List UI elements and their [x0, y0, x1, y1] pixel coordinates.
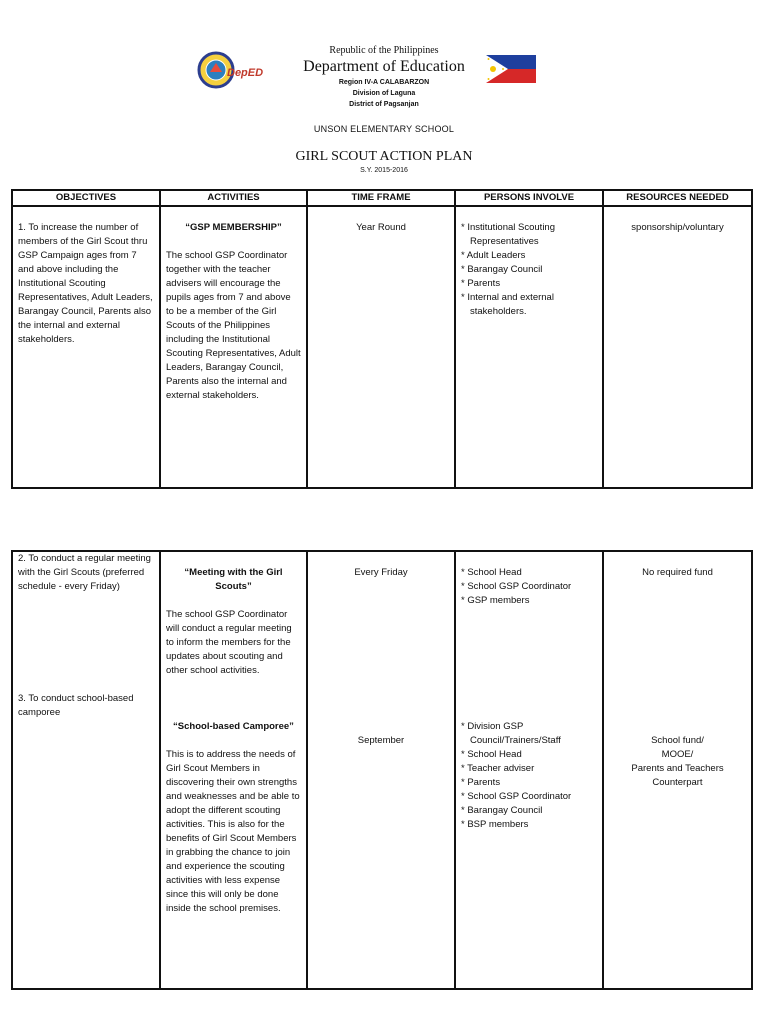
time-frame-cell: Year Round — [356, 222, 406, 233]
objective-cell: 1. To increase the number of members of the Girl Scout thru GSP Campaign ages from 7 and above including the Institutional Scouting Representatives, Adult Leaders, Barangay Council, Parents also the internal and external stakeholders. — [18, 222, 153, 345]
header-activities: ACTIVITIES — [160, 190, 307, 206]
activity-title: “School-based Camporee” — [173, 721, 294, 732]
division-line: Division of Laguna — [352, 90, 416, 97]
resources-line: Parents and Teachers — [631, 763, 724, 774]
activity-text: The school GSP Coordinator will conduct a regular meeting to inform the members for the updates about scouting and other school activities. — [166, 609, 292, 676]
list-item: * School Head — [461, 567, 522, 578]
action-plan-table-1 — [11, 189, 753, 489]
list-item: * Parents — [461, 278, 501, 289]
time-frame-cell: September — [357, 735, 405, 746]
department-title: Department of Education — [303, 58, 465, 75]
republic-line: Republic of the Philippines — [329, 45, 439, 56]
resources-line: School fund/ — [651, 735, 704, 746]
list-item: * Parents — [461, 777, 501, 788]
list-item: * School GSP Coordinator — [461, 581, 572, 592]
district-line: District of Pagsanjan — [349, 101, 419, 108]
header-resources-needed: RESOURCES NEEDED — [603, 190, 752, 206]
table-row — [12, 551, 752, 989]
list-item: * Adult Leaders — [461, 250, 526, 261]
activity-title: “GSP MEMBERSHIP” — [185, 222, 282, 233]
resources-line: Counterpart — [652, 777, 703, 788]
list-item: * GSP members — [461, 595, 530, 606]
activity-text: The school GSP Coordinator together with the teacher advisers will encourage the pupils ages from 7 and above to be a member of the Girl Scouts of the Philippines including the Institutional Scouting Representatives, Adult Leaders, Barangay Council, Parents also the internal and external stakeholders. — [166, 250, 301, 401]
region-line: Region IV-A CALABARZON — [338, 79, 430, 86]
objective-cell: 2. To conduct a regular meeting with the Girl Scouts (preferred schedule - every Friday) — [18, 553, 151, 592]
list-item: * Teacher adviser — [461, 763, 535, 774]
resources-cell: No required fund — [642, 567, 713, 578]
school-year: S.Y. 2015-2016 — [360, 167, 408, 174]
page-title: GIRL SCOUT ACTION PLAN — [295, 149, 473, 164]
persons-list — [461, 566, 597, 608]
document-header — [0, 0, 768, 190]
svg-text:DepED: DepED — [227, 67, 264, 79]
header-persons-involve: PERSONS INVOLVE — [455, 190, 603, 206]
objective-cell: 3. To conduct school-based camporee — [18, 693, 134, 718]
resources-line: MOOE/ — [661, 749, 694, 760]
header-objectives: OBJECTIVES — [12, 190, 160, 206]
list-item: * Division GSP Council/Trainers/Staff — [461, 721, 561, 746]
list-item: * Barangay Council — [461, 805, 543, 816]
persons-list — [461, 221, 597, 319]
persons-list — [461, 720, 597, 832]
list-item: * BSP members — [461, 819, 529, 830]
list-item: * Internal and external stakeholders. — [461, 292, 554, 317]
school-name: UNSON ELEMENTARY SCHOOL — [313, 124, 455, 134]
header-time-frame: TIME FRAME — [307, 190, 455, 206]
activity-title: “Meeting with the Girl Scouts” — [184, 567, 283, 592]
activity-text: This is to address the needs of Girl Scout Members in discovering their own strengths and weaknesses and be able to adopt the different scouting activities. This is also for the benefits of Girl Scout Members in grabbing the chance to join and experience the scouting activities with less expense since this will only be done inside the school premises. — [166, 749, 300, 914]
time-frame-cell: Every Friday — [354, 567, 408, 578]
action-plan-table-2 — [11, 550, 753, 990]
list-item: * Barangay Council — [461, 264, 543, 275]
list-item: * Institutional Scouting Representatives — [461, 222, 556, 247]
list-item: * School GSP Coordinator — [461, 791, 572, 802]
list-item: * School Head — [461, 749, 522, 760]
table-header-row — [12, 190, 752, 206]
resources-cell: sponsorship/voluntary — [631, 222, 724, 233]
table-row — [12, 206, 752, 488]
